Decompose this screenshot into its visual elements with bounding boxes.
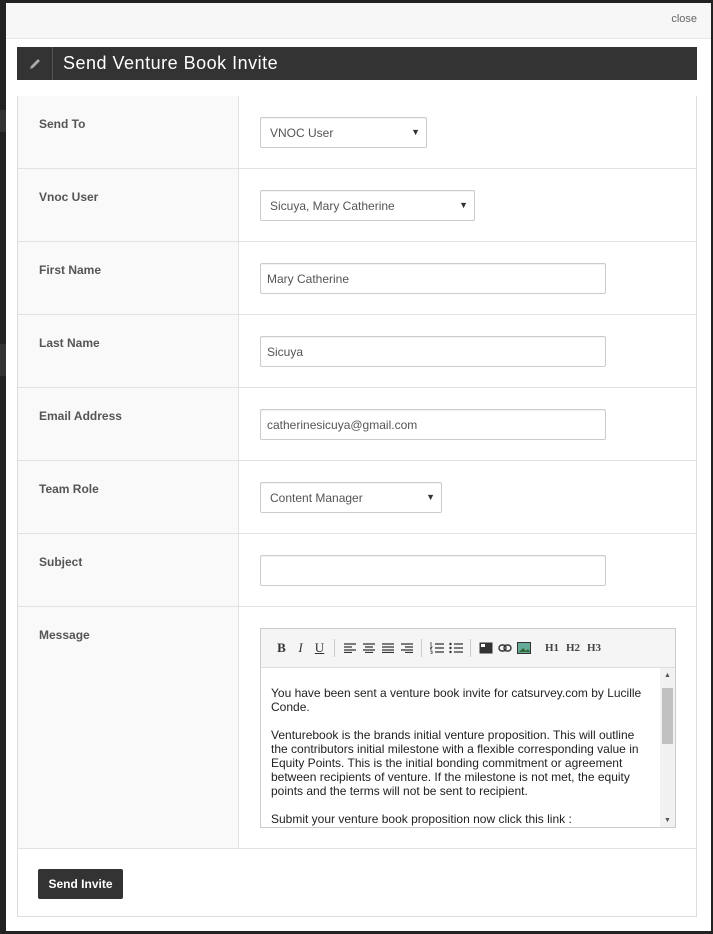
image-insert-icon[interactable] bbox=[477, 638, 494, 658]
picture-icon[interactable] bbox=[515, 638, 532, 658]
scroll-down-icon[interactable]: ▼ bbox=[664, 817, 671, 824]
message-paragraph: Venturebook is the brands initial venture proposition. This will outline the contributors initial milestone with a flexible corresponding value in Equity Points. This is the initial bonding commitment or agreement between recipients of venture. If the milestone is not met, the equity points and the terms will not be sent to recipient. bbox=[271, 728, 639, 798]
last-name-row bbox=[18, 315, 696, 388]
email-input[interactable] bbox=[260, 409, 606, 440]
align-center-icon[interactable] bbox=[360, 638, 377, 658]
message-paragraph: Submit your venture book proposition now click this link : bbox=[271, 812, 572, 826]
scrollbar-thumb[interactable] bbox=[662, 688, 673, 744]
message-scrollbar[interactable] bbox=[660, 668, 675, 827]
modal-title: Send Venture Book Invite bbox=[63, 53, 279, 73]
form-footer bbox=[18, 849, 696, 899]
message-body[interactable] bbox=[261, 668, 659, 827]
message-editor[interactable] bbox=[260, 628, 676, 828]
close-link[interactable]: close bbox=[671, 13, 697, 25]
link-icon[interactable] bbox=[496, 638, 513, 658]
last-name-label: Last Name bbox=[18, 315, 239, 387]
send-to-label: Send To bbox=[18, 96, 239, 168]
chevron-down-icon: ▼ bbox=[426, 492, 435, 502]
message-row bbox=[18, 607, 696, 849]
team-role-label: Team Role bbox=[18, 461, 239, 533]
team-role-select[interactable] bbox=[260, 482, 442, 513]
vnoc-user-label: Vnoc User bbox=[18, 169, 239, 241]
team-role-row bbox=[18, 461, 696, 534]
chevron-down-icon: ▼ bbox=[459, 200, 468, 210]
italic-button[interactable]: I bbox=[298, 640, 303, 655]
subject-label: Subject bbox=[18, 534, 239, 606]
toolbar-divider bbox=[470, 639, 471, 657]
send-to-row bbox=[18, 96, 696, 169]
email-row bbox=[18, 388, 696, 461]
ordered-list-icon[interactable] bbox=[428, 638, 445, 658]
align-right-icon[interactable] bbox=[398, 638, 415, 658]
subject-row bbox=[18, 534, 696, 607]
h1-button[interactable]: H1 bbox=[545, 642, 560, 654]
modal-title-bar bbox=[17, 47, 697, 80]
editor-toolbar bbox=[261, 629, 675, 668]
message-label: Message bbox=[18, 607, 239, 848]
vnoc-user-select[interactable] bbox=[260, 190, 475, 221]
send-to-select[interactable] bbox=[260, 117, 427, 148]
align-justify-icon[interactable] bbox=[379, 638, 396, 658]
h2-button[interactable]: H2 bbox=[566, 642, 581, 654]
scroll-up-icon[interactable]: ▲ bbox=[664, 672, 671, 679]
invite-modal bbox=[6, 3, 711, 931]
message-paragraph: You have been sent a venture book invite for catsurvey.com by Lucille Conde. bbox=[271, 686, 642, 714]
team-role-value: Content Manager bbox=[270, 491, 363, 505]
vnoc-user-row bbox=[18, 169, 696, 242]
chevron-down-icon: ▼ bbox=[411, 127, 420, 137]
align-left-icon[interactable] bbox=[341, 638, 358, 658]
first-name-row bbox=[18, 242, 696, 315]
first-name-label: First Name bbox=[18, 242, 239, 314]
vnoc-user-value: Sicuya, Mary Catherine bbox=[270, 199, 395, 213]
bold-button[interactable]: B bbox=[277, 640, 286, 655]
toolbar-divider bbox=[421, 639, 422, 657]
subject-input[interactable] bbox=[260, 555, 606, 586]
send-invite-button[interactable]: Send Invite bbox=[38, 869, 123, 899]
invite-form bbox=[17, 96, 697, 917]
toolbar-spacer bbox=[538, 639, 539, 657]
email-label: Email Address bbox=[18, 388, 239, 460]
send-to-value: VNOC User bbox=[270, 126, 334, 140]
underline-button[interactable]: U bbox=[314, 640, 325, 655]
first-name-input[interactable] bbox=[260, 263, 606, 294]
pencil-icon bbox=[17, 47, 53, 80]
toolbar-divider bbox=[334, 639, 335, 657]
unordered-list-icon[interactable] bbox=[447, 638, 464, 658]
last-name-input[interactable] bbox=[260, 336, 606, 367]
h3-button[interactable]: H3 bbox=[587, 642, 602, 654]
modal-topbar bbox=[6, 3, 711, 39]
